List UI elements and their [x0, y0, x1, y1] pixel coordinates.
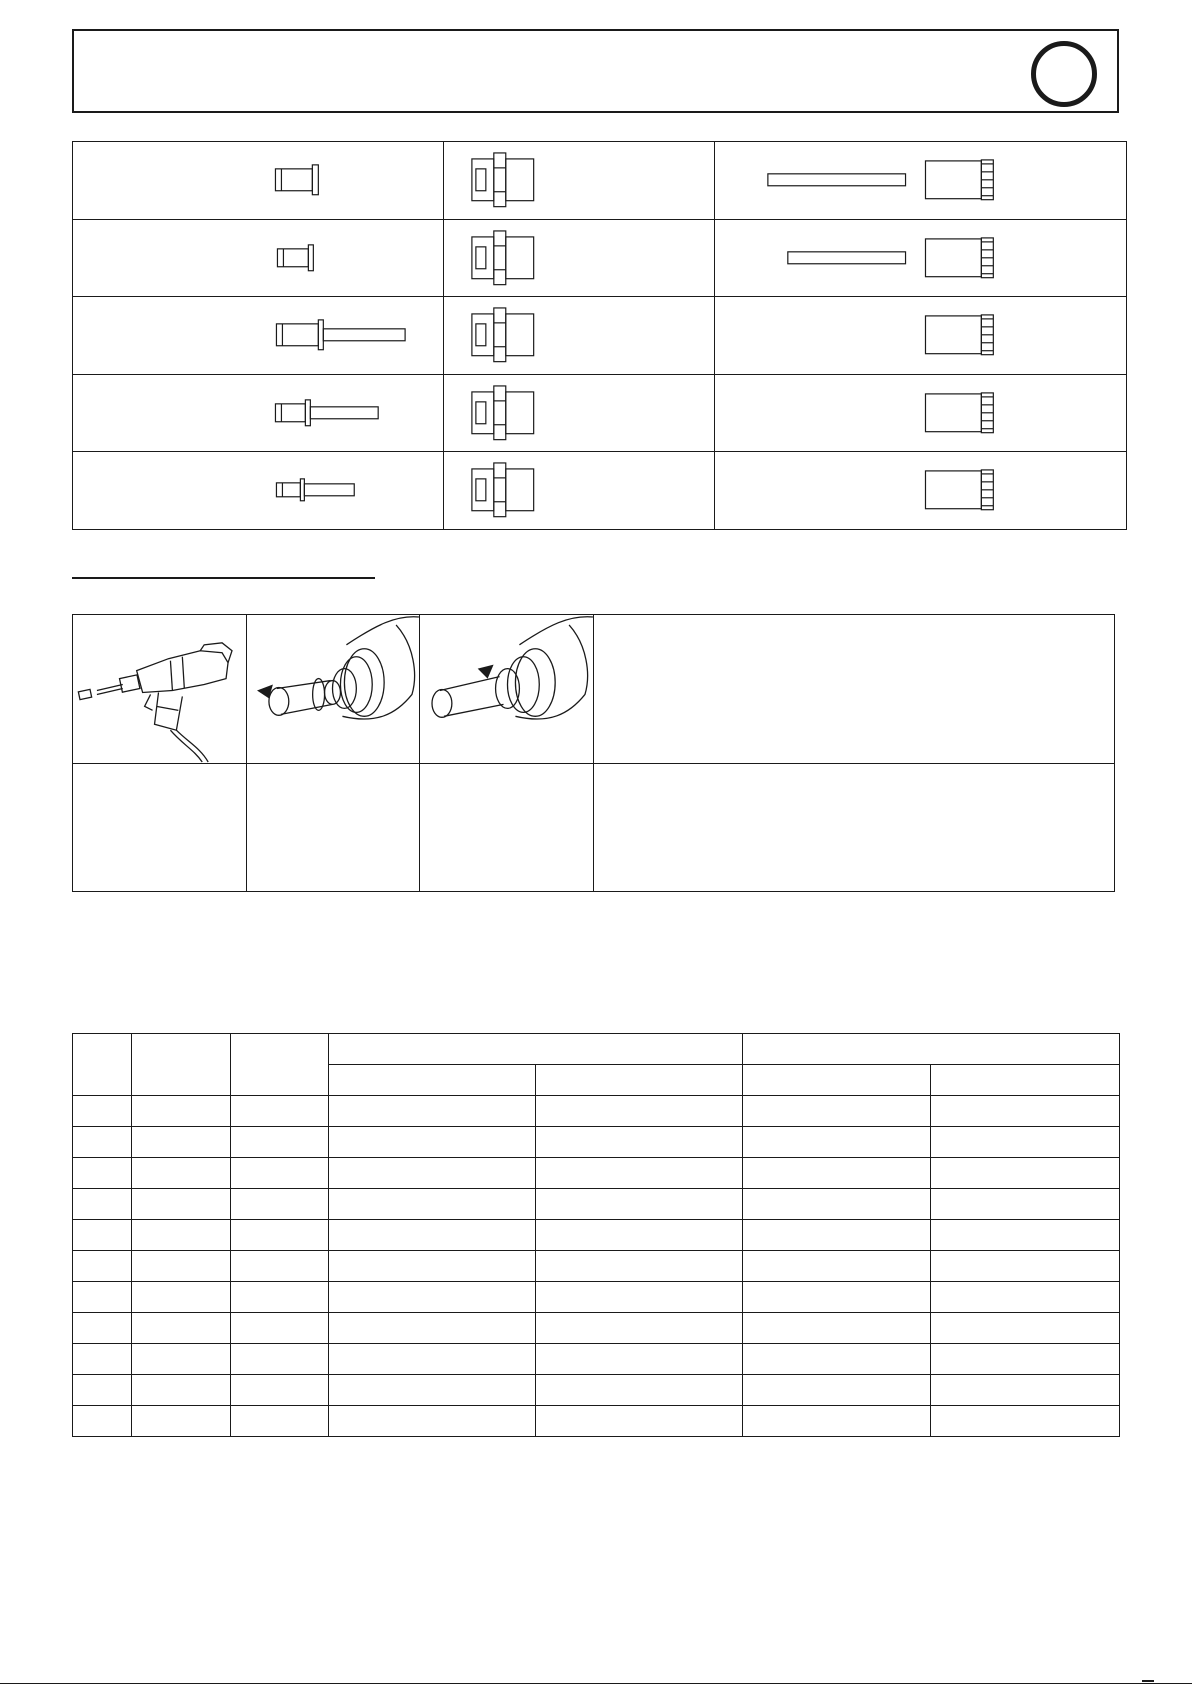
table-cell [329, 1096, 536, 1127]
table-cell [73, 1282, 132, 1313]
parts-cell-fastener [73, 374, 444, 452]
hex-nosepiece-icon [472, 308, 534, 362]
table-cell [73, 1127, 132, 1158]
table-cell [931, 1158, 1120, 1189]
table-cell [536, 1406, 743, 1437]
table-cell [743, 1313, 931, 1344]
rivet-tool-icon [73, 615, 246, 763]
specification-table [72, 1033, 1120, 1437]
arrow-icon [478, 665, 494, 679]
step-caption-2 [247, 764, 420, 892]
table-cell [743, 1406, 931, 1437]
table-row [73, 1251, 1120, 1282]
step-image-nosepiece-threaded [420, 615, 594, 764]
parts-row [73, 374, 1127, 452]
table-cell [329, 1127, 536, 1158]
sub-header-2 [536, 1065, 743, 1096]
table-cell [73, 1096, 132, 1127]
table-cell [231, 1189, 329, 1220]
col-header-2 [132, 1034, 231, 1096]
table-cell [536, 1127, 743, 1158]
parts-cell-adaptor [715, 297, 1127, 375]
parts-row [73, 297, 1127, 375]
step-text-1 [594, 615, 1115, 764]
step-image-tool [73, 615, 247, 764]
table-cell [743, 1251, 931, 1282]
parts-cell-nosepiece [444, 219, 715, 297]
table-row [73, 1096, 1120, 1127]
table-cell [536, 1096, 743, 1127]
table-cell [73, 1344, 132, 1375]
parts-cell-fastener [73, 142, 444, 220]
table-cell [536, 1189, 743, 1220]
table-cell [536, 1220, 743, 1251]
table-cell [931, 1189, 1120, 1220]
parts-cell-adaptor [715, 452, 1127, 530]
table-cell [329, 1344, 536, 1375]
section-heading-rule [72, 577, 375, 579]
parts-cell-adaptor [715, 374, 1127, 452]
hex-nosepiece-icon [472, 463, 534, 517]
hex-nosepiece-icon [472, 231, 534, 285]
sub-header-3 [743, 1065, 931, 1096]
table-cell [536, 1282, 743, 1313]
table-cell [743, 1344, 931, 1375]
parts-cell-nosepiece [444, 297, 715, 375]
col-group-header-2 [743, 1034, 1120, 1065]
table-cell [329, 1313, 536, 1344]
table-cell [931, 1406, 1120, 1437]
rivet-nut-short-icon [275, 165, 318, 195]
table-cell [231, 1282, 329, 1313]
table-cell [132, 1127, 231, 1158]
table-cell [73, 1158, 132, 1189]
table-cell [536, 1344, 743, 1375]
step-caption-3 [420, 764, 594, 892]
parts-row [73, 219, 1127, 297]
hex-nosepiece-icon [472, 153, 534, 207]
table-cell [329, 1282, 536, 1313]
table-cell [329, 1220, 536, 1251]
table-cell [231, 1096, 329, 1127]
rivet-nut-with-stud-medium-icon [275, 400, 378, 426]
table-cell [931, 1220, 1120, 1251]
table-cell [132, 1189, 231, 1220]
table-cell [931, 1127, 1120, 1158]
parts-row [73, 452, 1127, 530]
parts-cell-fastener [73, 219, 444, 297]
table-cell [536, 1313, 743, 1344]
table-row [73, 1406, 1120, 1437]
table-cell [329, 1375, 536, 1406]
hex-nosepiece-icon [472, 386, 534, 440]
table-cell [132, 1220, 231, 1251]
table-row [73, 1282, 1120, 1313]
table-cell [73, 1375, 132, 1406]
arrow-icon [257, 685, 273, 699]
table-cell [931, 1096, 1120, 1127]
table-cell [132, 1375, 231, 1406]
col-header-1 [73, 1034, 132, 1096]
table-cell [73, 1313, 132, 1344]
adaptor-icon [925, 315, 993, 355]
table-cell [329, 1406, 536, 1437]
table-cell [931, 1375, 1120, 1406]
rivet-nut-with-stud-short-icon [276, 479, 354, 501]
table-row [73, 1313, 1120, 1344]
parts-cell-fastener [73, 452, 444, 530]
parts-row [73, 142, 1127, 220]
step-image-nosepiece [247, 615, 420, 764]
table-cell [743, 1282, 931, 1313]
table-cell [743, 1375, 931, 1406]
table-cell [329, 1189, 536, 1220]
adaptor-icon [788, 237, 994, 277]
adaptor-icon [925, 393, 993, 433]
mandrel-icon [768, 174, 906, 186]
table-cell [536, 1251, 743, 1282]
table-cell [73, 1220, 132, 1251]
table-cell [743, 1158, 931, 1189]
parts-cell-nosepiece [444, 142, 715, 220]
adaptor-icon [768, 160, 993, 200]
step-caption-1 [73, 764, 247, 892]
nosepiece-insert-icon [247, 615, 419, 763]
table-cell [132, 1251, 231, 1282]
table-cell [931, 1251, 1120, 1282]
table-cell [536, 1375, 743, 1406]
footer-rule [0, 1683, 1192, 1684]
table-cell [743, 1127, 931, 1158]
rivet-nut-small-icon [277, 244, 313, 270]
page-number-mark [1142, 1680, 1154, 1682]
adaptor-icon [925, 470, 993, 510]
parts-cell-nosepiece [444, 452, 715, 530]
table-cell [231, 1158, 329, 1189]
table-cell [231, 1313, 329, 1344]
table-cell [743, 1189, 931, 1220]
parts-cell-nosepiece [444, 374, 715, 452]
table-cell [231, 1127, 329, 1158]
parts-cell-adaptor [715, 219, 1127, 297]
col-group-header-1 [329, 1034, 743, 1065]
mandrel-icon [788, 251, 906, 263]
sub-header-4 [931, 1065, 1120, 1096]
table-row [73, 1220, 1120, 1251]
col-header-3 [231, 1034, 329, 1096]
language-badge-icon [1031, 41, 1097, 107]
table-row [73, 1344, 1120, 1375]
nosepiece-threaded-icon [420, 615, 593, 763]
table-cell [231, 1344, 329, 1375]
table-cell [536, 1158, 743, 1189]
step-caption-4 [594, 764, 1115, 892]
sub-header-1 [329, 1065, 536, 1096]
table-cell [73, 1251, 132, 1282]
table-cell [231, 1220, 329, 1251]
table-cell [73, 1406, 132, 1437]
table-row [73, 1189, 1120, 1220]
table-cell [931, 1313, 1120, 1344]
document-header [72, 29, 1119, 113]
table-cell [132, 1313, 231, 1344]
table-cell [329, 1158, 536, 1189]
table-cell [132, 1282, 231, 1313]
table-cell [231, 1406, 329, 1437]
table-cell [132, 1096, 231, 1127]
table-cell [132, 1344, 231, 1375]
rivet-nut-with-stud-long-icon [276, 320, 405, 350]
procedure-table [72, 614, 1115, 892]
table-cell [931, 1344, 1120, 1375]
parts-cell-fastener [73, 297, 444, 375]
table-cell [231, 1251, 329, 1282]
table-cell [743, 1220, 931, 1251]
table-row [73, 1127, 1120, 1158]
table-row [73, 1158, 1120, 1189]
table-cell [132, 1158, 231, 1189]
table-cell [73, 1189, 132, 1220]
parts-table [72, 141, 1127, 530]
parts-cell-adaptor [715, 142, 1127, 220]
table-cell [931, 1282, 1120, 1313]
table-cell [743, 1096, 931, 1127]
table-cell [329, 1251, 536, 1282]
table-cell [132, 1406, 231, 1437]
table-row [73, 1375, 1120, 1406]
table-cell [231, 1375, 329, 1406]
